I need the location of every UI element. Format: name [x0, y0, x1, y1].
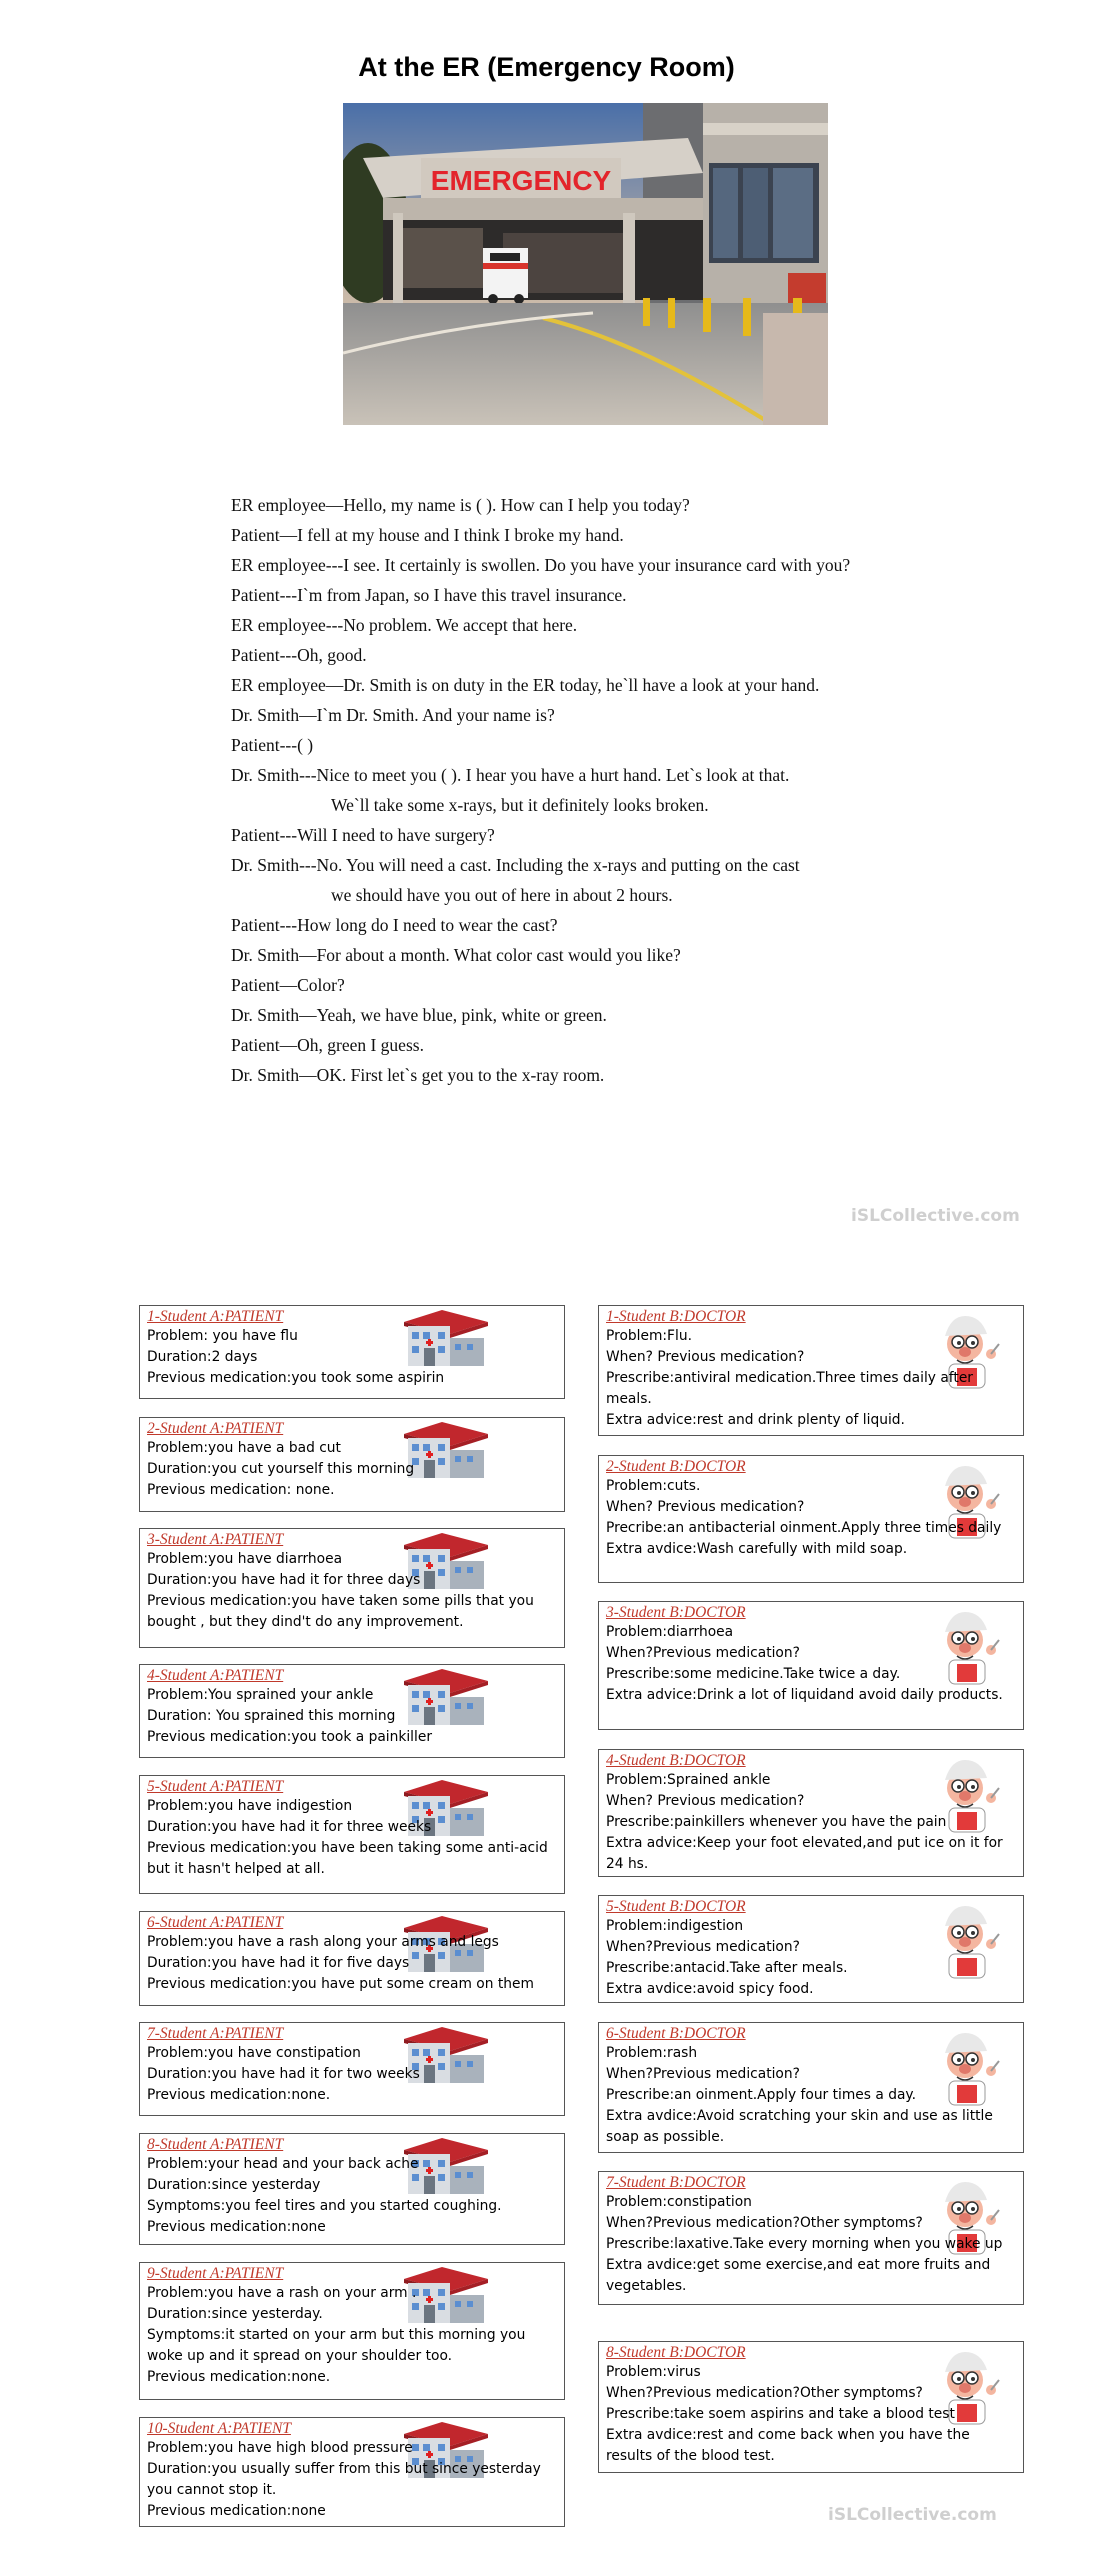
card-line: Extra avdice:Avoid scratching your skin and use as little soap as possible.: [606, 2108, 993, 2145]
card-line: Problem:you have a rash on your arm .: [147, 2285, 417, 2301]
card-heading: 2-Student A:PATIENT: [147, 1420, 284, 1437]
card-line: Prescribe:an oinment.Apply four times a day.: [606, 2087, 916, 2103]
card-line: Problem:you have diarrhoea: [147, 1551, 343, 1567]
dialogue-line: ER employee---No problem. We accept that here.: [231, 615, 578, 635]
card-line: Prescribe:take soem aspirins and take a blood test: [606, 2406, 955, 2422]
card-heading: 6-Student A:PATIENT: [147, 1914, 284, 1931]
card-heading: 6-Student B:DOCTOR: [606, 2025, 746, 2042]
card-heading: 8-Student A:PATIENT: [147, 2136, 284, 2153]
card-line: When? Previous medication?: [606, 1349, 805, 1365]
patient-card: [139, 2133, 565, 2245]
card-line: When? Previous medication?: [606, 1793, 805, 1809]
card-line: Prescribe:antiviral medication.Three times daily after meals.: [606, 1370, 973, 1407]
doctor-card: [598, 2022, 1024, 2153]
dialogue-line: We`ll take some x-rays, but it definitely looks broken.: [331, 795, 709, 815]
doctor-card: [598, 1601, 1024, 1730]
card-heading: 3-Student A:PATIENT: [147, 1531, 284, 1548]
card-heading: 1-Student B:DOCTOR: [606, 1308, 746, 1325]
card-line: Duration:you usually suffer from this but since yesterday you cannot stop it.: [147, 2461, 541, 2498]
card-line: Problem:constipation: [606, 2194, 752, 2210]
dialogue-line: Dr. Smith---Nice to meet you ( ). I hear you have a hurt hand. Let`s look at that.: [231, 765, 790, 785]
dialogue-line: Patient---( ): [231, 735, 314, 755]
dialogue-line: Patient—Color?: [231, 975, 345, 995]
card-line: Extra avdice:rest and come back when you have the results of the blood test.: [606, 2427, 970, 2464]
card-line: Previous medication:you have been taking some anti-acid but it hasn't helped at all.: [147, 1840, 548, 1877]
patient-card: [139, 2417, 565, 2527]
card-line: Problem:You sprained your ankle: [147, 1687, 374, 1703]
emergency-room-photo: [343, 103, 828, 425]
card-line: Problem: you have flu: [147, 1328, 298, 1344]
card-line: Previous medication:you took some aspirin: [147, 1370, 445, 1386]
card-line: Symptoms:it started on your arm but this morning you woke up and it spread on your shoulder too.: [147, 2327, 526, 2364]
card-line: Extra advice:Keep your foot elevated,and put ice on it for 24 hs.: [606, 1835, 1003, 1872]
card-line: Extra avdice:Wash carefully with mild soap.: [606, 1541, 908, 1557]
card-heading: 5-Student A:PATIENT: [147, 1778, 284, 1795]
card-heading: 5-Student B:DOCTOR: [606, 1898, 746, 1915]
card-line: Previous medication:you have taken some pills that you bought , but they dind't do any improvement.: [147, 1593, 534, 1630]
card-line: Previous medication:you took a painkiller: [147, 1729, 433, 1745]
card-line: Problem:Sprained ankle: [606, 1772, 771, 1788]
card-line: Symptoms:you feel tires and you started coughing.: [147, 2198, 502, 2214]
card-heading: 4-Student B:DOCTOR: [606, 1752, 746, 1769]
doctor-card: [598, 1749, 1024, 1877]
dialogue-line: Patient---I`m from Japan, so I have this travel insurance.: [231, 585, 627, 605]
card-line: Extra advice:rest and drink plenty of liquid.: [606, 1412, 905, 1428]
card-line: Extra advice:Drink a lot of liquidand avoid daily products.: [606, 1687, 1003, 1703]
doctor-card: [598, 1455, 1024, 1583]
card-heading: 7-Student A:PATIENT: [147, 2025, 284, 2042]
card-line: Problem:diarrhoea: [606, 1624, 734, 1640]
patient-card: [139, 1775, 565, 1894]
card-heading: 4-Student A:PATIENT: [147, 1667, 284, 1684]
dialogue-line: ER employee---I see. It certainly is swollen. Do you have your insurance card with you?: [231, 555, 851, 575]
watermark-top: iSLCollective.com: [851, 1206, 1020, 1226]
emergency-sign: EMERGENCY: [430, 165, 612, 196]
patient-card: [139, 2262, 565, 2400]
card-line: Problem:virus: [606, 2364, 701, 2380]
card-line: Problem:you have indigestion: [147, 1798, 353, 1814]
patient-card: [139, 1417, 565, 1512]
dialogue-line: Dr. Smith---No. You will need a cast. Including the x-rays and putting on the cast: [231, 855, 800, 875]
dialogue-line: ER employee—Hello, my name is ( ). How can I help you today?: [231, 495, 690, 515]
card-line: Problem:you have constipation: [147, 2045, 361, 2061]
dialogue-line: we should have you out of here in about 2 hours.: [331, 885, 673, 905]
doctor-card: [598, 2171, 1024, 2305]
card-line: Problem:cuts.: [606, 1478, 701, 1494]
patient-card: [139, 2022, 565, 2116]
card-heading: 1-Student A:PATIENT: [147, 1308, 284, 1325]
card-line: Duration:you cut yourself this morning: [147, 1461, 415, 1477]
patient-card: [139, 1305, 565, 1399]
dialogue-line: Patient---Oh, good.: [231, 645, 367, 665]
dialogue-line: Dr. Smith—For about a month. What color cast would you like?: [231, 945, 681, 965]
card-line: Previous medication:none: [147, 2503, 326, 2519]
card-heading: 2-Student B:DOCTOR: [606, 1458, 746, 1475]
card-line: When? Previous medication?: [606, 1499, 805, 1515]
card-line: Previous medication:none.: [147, 2369, 331, 2385]
card-line: When?Previous medication?Other symptoms?: [606, 2385, 923, 2401]
card-heading: 10-Student A:PATIENT: [147, 2420, 291, 2437]
card-line: Problem:your head and your back ache: [147, 2156, 419, 2172]
dialogue: [231, 490, 971, 1090]
card-line: When?Previous medication?: [606, 1645, 800, 1661]
dialogue-line: Dr. Smith—Yeah, we have blue, pink, white or green.: [231, 1005, 607, 1025]
card-line: Problem:you have a rash along your arms and legs: [147, 1934, 499, 1950]
dialogue-line: Patient—I fell at my house and I think I broke my hand.: [231, 525, 624, 545]
card-line: Duration:you have had it for three days: [147, 1572, 421, 1588]
card-line: Precribe:an antibacterial oinment.Apply three times daily: [606, 1520, 1002, 1536]
watermark-bottom: iSLCollective.com: [828, 2505, 997, 2525]
dialogue-line: Dr. Smith—OK. First let`s get you to the x-ray room.: [231, 1065, 605, 1085]
dialogue-line: ER employee—Dr. Smith is on duty in the ER today, he`ll have a look at your hand.: [231, 675, 820, 695]
patient-card: [139, 1528, 565, 1648]
dialogue-line: Patient---How long do I need to wear the cast?: [231, 915, 558, 935]
card-line: Duration:2 days: [147, 1349, 258, 1365]
patient-card: [139, 1664, 565, 1758]
card-heading: 8-Student B:DOCTOR: [606, 2344, 746, 2361]
card-line: When?Previous medication?: [606, 1939, 800, 1955]
doctor-card: [598, 1305, 1024, 1436]
card-line: Problem:rash: [606, 2045, 698, 2061]
card-line: Duration: You sprained this morning: [147, 1708, 396, 1724]
dialogue-line: Patient—Oh, green I guess.: [231, 1035, 424, 1055]
card-line: Duration:since yesterday: [147, 2177, 321, 2193]
patient-card: [139, 1911, 565, 2006]
card-line: When?Previous medication?: [606, 2066, 800, 2082]
card-line: Problem:you have high blood pressure: [147, 2440, 413, 2456]
card-line: Extra avdice:get some exercise,and eat more fruits and vegetables.: [606, 2257, 991, 2294]
page-title: At the ER (Emergency Room): [358, 52, 735, 82]
dialogue-line: Dr. Smith—I`m Dr. Smith. And your name is?: [231, 705, 555, 725]
card-line: Previous medication: none.: [147, 1482, 335, 1498]
card-heading: 9-Student A:PATIENT: [147, 2265, 284, 2282]
card-heading: 7-Student B:DOCTOR: [606, 2174, 746, 2191]
card-line: Duration:you have had it for two weeks: [147, 2066, 420, 2082]
card-line: Duration:you have had it for five days: [147, 1955, 410, 1971]
card-line: Problem:you have a bad cut: [147, 1440, 341, 1456]
doctor-card: [598, 1895, 1024, 2003]
card-line: Duration:you have had it for three weeks: [147, 1819, 432, 1835]
card-line: Prescribe:some medicine.Take twice a day.: [606, 1666, 901, 1682]
card-line: When?Previous medication?Other symptoms?: [606, 2215, 923, 2231]
card-line: Previous medication:none.: [147, 2087, 331, 2103]
card-line: Previous medication:you have put some cream on them: [147, 1976, 534, 1992]
dialogue-line: Patient---Will I need to have surgery?: [231, 825, 495, 845]
card-line: Prescribe:antacid.Take after meals.: [606, 1960, 848, 1976]
card-line: Prescribe:laxative.Take every morning when you wake up: [606, 2236, 1003, 2252]
card-line: Problem:Flu.: [606, 1328, 692, 1344]
card-line: Problem:indigestion: [606, 1918, 744, 1934]
card-line: Duration:since yesterday.: [147, 2306, 323, 2322]
card-line: Previous medication:none: [147, 2219, 326, 2235]
card-line: Prescribe:painkillers whenever you have the pain: [606, 1814, 947, 1830]
card-line: Extra avdice:avoid spicy food.: [606, 1981, 814, 1997]
doctor-card: [598, 2341, 1024, 2473]
card-heading: 3-Student B:DOCTOR: [606, 1604, 746, 1621]
